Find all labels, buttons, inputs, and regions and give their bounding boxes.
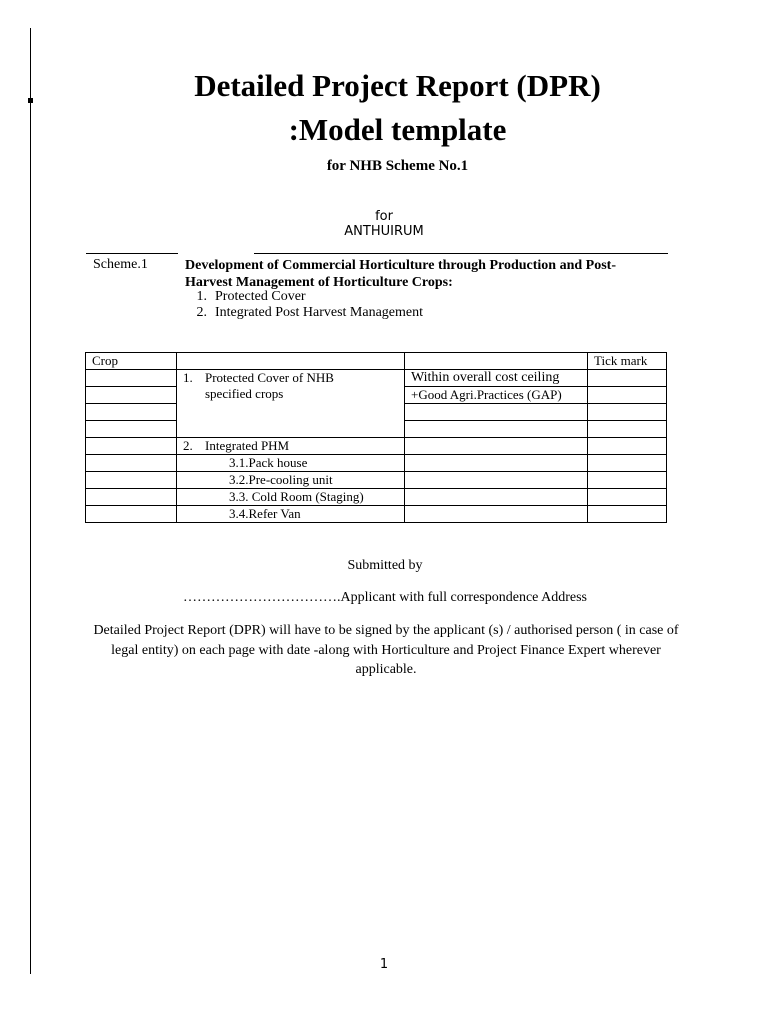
table-row xyxy=(86,506,667,523)
table-cell xyxy=(86,472,177,489)
crop-name: ANTHUIRUM xyxy=(344,224,424,239)
scheme-label: Scheme.1 xyxy=(93,257,148,272)
table-cell xyxy=(86,404,177,421)
document-subtitle: for NHB Scheme No.1 xyxy=(326,158,469,174)
table-row xyxy=(86,489,667,506)
table-cell xyxy=(405,472,588,489)
table-cell xyxy=(588,404,667,421)
list-text: Integrated PHM xyxy=(205,438,290,453)
table-cell xyxy=(588,370,667,387)
table-cell xyxy=(588,387,667,404)
list-text: Integrated Post Harvest Management xyxy=(215,305,423,320)
table-cell xyxy=(405,353,588,370)
scheme-list-item xyxy=(185,305,423,321)
table-cell xyxy=(86,421,177,438)
table-cell xyxy=(86,438,177,455)
page-number: 1 xyxy=(379,957,389,972)
table-cell xyxy=(588,438,667,455)
table-header-tick: Tick mark xyxy=(588,353,667,370)
table-cell xyxy=(405,404,588,421)
table-cell-gap: +Good Agri.Practices (GAP) xyxy=(405,387,588,404)
table-cell xyxy=(405,455,588,472)
list-text: Protected Cover xyxy=(215,289,306,304)
table-subitem: 3.1.Pack house xyxy=(177,455,405,472)
table-cell xyxy=(405,438,588,455)
signature-note: Detailed Project Report (DPR) will have to be signed by the applicant (s) / authorised person ( in case of legal entity) on each page with date -along with Horticulture and Project Finance Expert wherever applicable. xyxy=(93,623,679,677)
list-number: 1. xyxy=(196,289,207,304)
table-header-crop: Crop xyxy=(86,353,177,370)
scheme-rule-left xyxy=(86,253,178,254)
table-cell xyxy=(588,472,667,489)
list-number: 2. xyxy=(183,438,193,453)
scheme-list xyxy=(185,289,423,321)
table-cell xyxy=(405,506,588,523)
table-item-protected-cover xyxy=(177,370,405,438)
table-row xyxy=(86,353,667,370)
table-cell xyxy=(86,370,177,387)
table-row xyxy=(86,472,667,489)
table-row xyxy=(86,370,667,387)
scheme-rule-right xyxy=(254,253,668,254)
scheme-title: Development of Commercial Horticulture through Production and Post-Harvest Management of Horticulture Crops: xyxy=(185,258,616,290)
table-subitem: 3.3. Cold Room (Staging) xyxy=(177,489,405,506)
document-title-line-1: Detailed Project Report (DPR) xyxy=(194,68,601,103)
list-text: Protected Cover of NHB specified crops xyxy=(205,370,334,401)
table-cell xyxy=(588,506,667,523)
applicant-address-line: …………………………….Applicant with full correspondence Address xyxy=(183,590,587,605)
table-cell xyxy=(588,489,667,506)
table-cell xyxy=(86,387,177,404)
table-cell xyxy=(405,489,588,506)
table-cell xyxy=(588,455,667,472)
scheme-list-item xyxy=(185,289,423,305)
for-label: for xyxy=(375,209,393,224)
table-cell xyxy=(177,353,405,370)
table-row xyxy=(86,455,667,472)
crop-component-table xyxy=(85,352,667,523)
list-number: 1. xyxy=(183,370,193,385)
table-cell xyxy=(588,421,667,438)
list-number: 2. xyxy=(196,305,207,320)
table-cell xyxy=(405,421,588,438)
table-subitem: 3.4.Refer Van xyxy=(177,506,405,523)
table-cell xyxy=(86,489,177,506)
table-subitem: 3.2.Pre-cooling unit xyxy=(177,472,405,489)
document-title-line-2: :Model template xyxy=(288,112,507,147)
table-item-integrated-phm xyxy=(177,438,405,455)
table-row xyxy=(86,438,667,455)
table-cell-cost-ceiling: Within overall cost ceiling xyxy=(405,370,588,387)
table-cell xyxy=(86,506,177,523)
table-cell xyxy=(86,455,177,472)
submitted-by-label: Submitted by xyxy=(347,558,423,573)
